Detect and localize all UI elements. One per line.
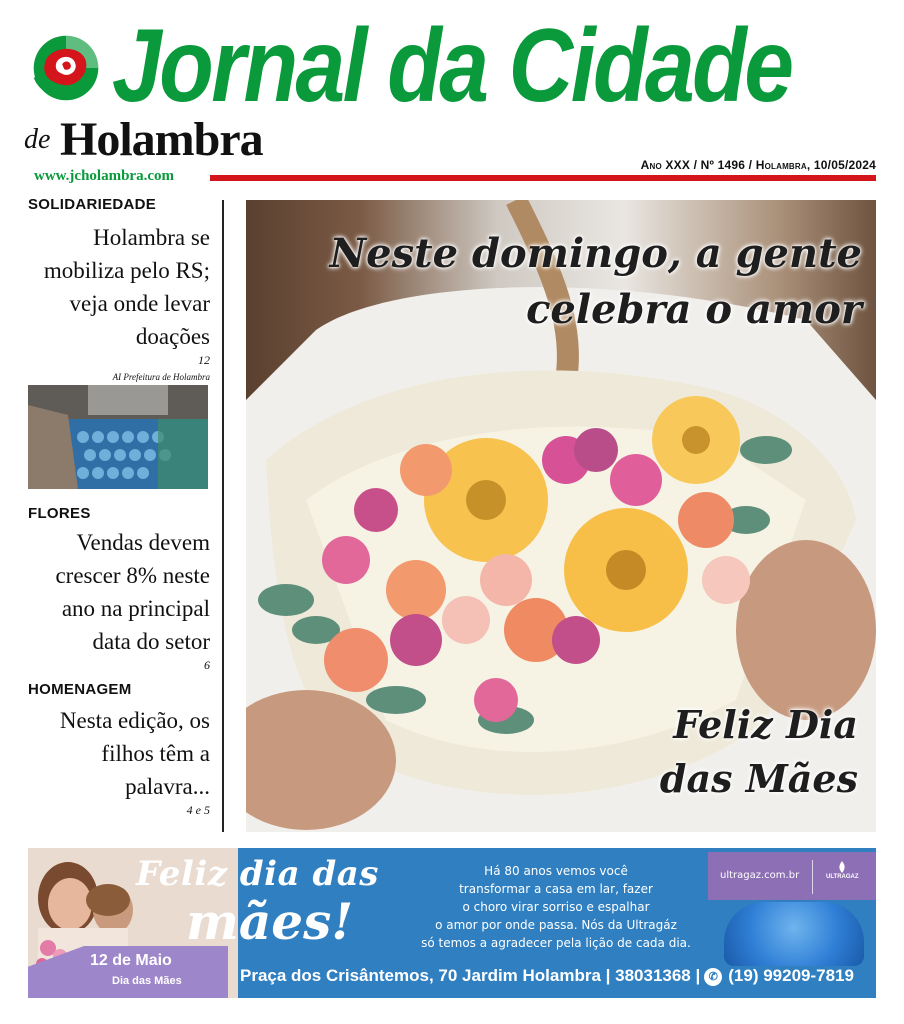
water-bottles-illustration [28, 385, 208, 489]
gas-cylinder-image [724, 902, 864, 966]
column-divider [222, 200, 224, 832]
story-headline[interactable]: Holambra se mobiliza pelo RS; veja onde levar doações [43, 225, 210, 349]
page-reference: 12 [198, 353, 210, 367]
section-label: FLORES [28, 505, 91, 522]
ad-address: Praça dos Crisântemos, 70 Jardim Holambra | 38031368 | [240, 966, 701, 985]
hero-image[interactable] [246, 200, 876, 832]
hero-greeting-line: Feliz Dia [673, 702, 858, 747]
subtitle-de: de [24, 124, 51, 155]
hero-greeting-line: das Mães [659, 756, 858, 801]
ad-body-line: o amor por onde passa. Nós da Ultragáz [435, 918, 677, 932]
rose-logo-icon [28, 30, 104, 106]
website-link[interactable]: www.jcholambra.com [34, 168, 174, 184]
sidebar [28, 196, 210, 818]
subtitle-town: Holambra [60, 113, 263, 166]
hero-headline-line: celebra o amor [526, 286, 862, 333]
brand-name: ULTRAGAZ [826, 874, 859, 880]
section-label: HOMENAGEM [28, 681, 132, 698]
ad-body-line: o choro virar sorriso e espalhar [462, 900, 650, 914]
ad-body-line: Há 80 anos vemos você [484, 864, 628, 878]
donations-photo [28, 385, 208, 489]
hero-headline [330, 226, 862, 338]
hero-greeting [660, 698, 858, 806]
story-flores[interactable] [28, 505, 210, 673]
story-headline[interactable]: Nesta edição, os filhos têm a palavra... [59, 708, 210, 799]
photo-credit: AI Prefeitura de Holambra [112, 372, 210, 382]
newspaper-title: Jornal da Cidade [112, 8, 792, 124]
ad-slogan-line2: mães! [186, 892, 354, 951]
issue-info: Ano XXX / Nº 1496 / Holambra, 10/05/2024 [640, 158, 876, 172]
brand-url[interactable]: ultragaz.com.br [720, 870, 800, 881]
ad-body-line: só temos a agradecer pela lição de cada dia. [421, 936, 691, 950]
page-reference: 6 [204, 658, 210, 672]
ad-whatsapp-number[interactable]: (19) 99209-7819 [728, 966, 854, 985]
ultragaz-advertisement[interactable] [28, 848, 876, 998]
ad-body-line: transformar a casa em lar, fazer [459, 882, 653, 896]
brand-box[interactable] [708, 852, 876, 900]
header-rule [210, 175, 876, 181]
story-homenagem[interactable] [28, 681, 210, 818]
ad-body-text [406, 862, 706, 952]
date-main: 12 de Maio [90, 952, 172, 969]
ad-slogan-line1: Feliz dia das [136, 854, 379, 894]
story-headline[interactable]: Vendas devem crescer 8% neste ano na principal data do setor [55, 530, 210, 654]
masthead [0, 0, 904, 190]
whatsapp-icon: ✆ [704, 968, 722, 986]
date-sub: Dia das Mães [112, 975, 182, 987]
section-label: SOLIDARIEDADE [28, 196, 157, 213]
ultragaz-logo-icon [834, 860, 850, 874]
ad-footer [240, 966, 854, 986]
story-solidariedade[interactable] [28, 196, 210, 489]
hero-headline-line: Neste domingo, a gente [329, 230, 862, 277]
page-reference: 4 e 5 [186, 803, 210, 817]
brand-divider [812, 860, 813, 894]
